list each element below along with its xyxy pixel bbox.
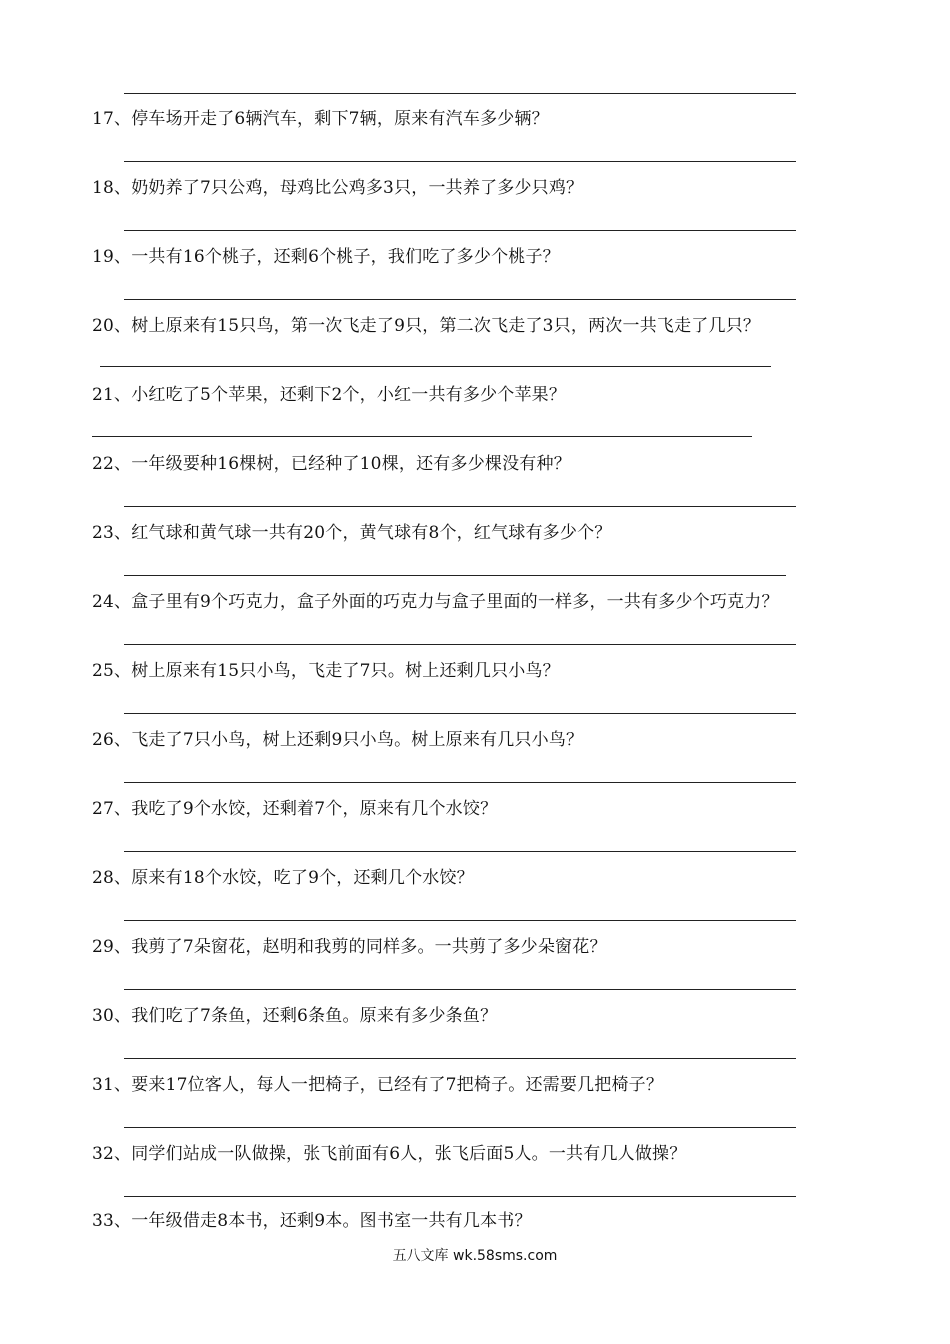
question-19: 19、一共有16个桃子，还剩6个桃子，我们吃了多少个桃子？	[92, 247, 560, 267]
answer-line	[124, 575, 786, 576]
question-25: 25、树上原来有15只小鸟，飞走了7只。树上还剩几只小鸟？	[92, 661, 560, 681]
question-24: 24、盒子里有9个巧克力，盒子外面的巧克力与盒子里面的一样多，一共有多少个巧克力？	[92, 592, 779, 612]
answer-line	[124, 1058, 796, 1059]
question-29: 29、我剪了7朵窗花，赵明和我剪的同样多。一共剪了多少朵窗花？	[92, 937, 607, 957]
answer-line	[124, 713, 796, 714]
answer-line	[124, 161, 796, 162]
question-30: 30、我们吃了7条鱼，还剩6条鱼。原来有多少条鱼？	[92, 1006, 498, 1026]
answer-line	[124, 920, 796, 921]
question-22: 22、一年级要种16棵树，已经种了10棵，还有多少棵没有种？	[92, 454, 571, 474]
question-17: 17、停车场开走了6辆汽车，剩下7辆，原来有汽车多少辆？	[92, 109, 549, 129]
question-20: 20、树上原来有15只鸟，第一次飞走了9只，第二次飞走了3只，两次一共飞走了几只？	[92, 316, 761, 336]
answer-line	[124, 1127, 796, 1128]
question-23: 23、红气球和黄气球一共有20个，黄气球有8个，红气球有多少个？	[92, 523, 612, 543]
answer-line	[124, 230, 796, 231]
question-28: 28、原来有18个水饺，吃了9个，还剩几个水饺？	[92, 868, 474, 888]
question-32: 32、同学们站成一队做操，张飞前面有6人，张飞后面5人。一共有几人做操？	[92, 1144, 687, 1164]
question-33: 33、一年级借走8本书，还剩9本。图书室一共有几本书？	[92, 1211, 532, 1231]
question-26: 26、飞走了7只小鸟，树上还剩9只小鸟。树上原来有几只小鸟？	[92, 730, 584, 750]
question-21: 21、小红吃了5个苹果，还剩下2个，小红一共有多少个苹果？	[92, 385, 567, 405]
question-27: 27、我吃了9个水饺，还剩着7个，原来有几个水饺？	[92, 799, 498, 819]
question-31: 31、要来17位客人，每人一把椅子，已经有了7把椅子。还需要几把椅子？	[92, 1075, 664, 1095]
question-18: 18、奶奶养了7只公鸡，母鸡比公鸡多3只，一共养了多少只鸡？	[92, 178, 584, 198]
answer-line	[124, 989, 796, 990]
answer-line	[124, 506, 796, 507]
page-footer: 五八文库 wk.58sms.com	[392, 1248, 558, 1264]
answer-line	[124, 93, 796, 94]
answer-line	[124, 851, 796, 852]
answer-line	[100, 366, 771, 367]
answer-line	[124, 299, 796, 300]
answer-line	[124, 644, 796, 645]
answer-line	[92, 436, 752, 437]
answer-line	[124, 1196, 796, 1197]
answer-line	[124, 782, 796, 783]
